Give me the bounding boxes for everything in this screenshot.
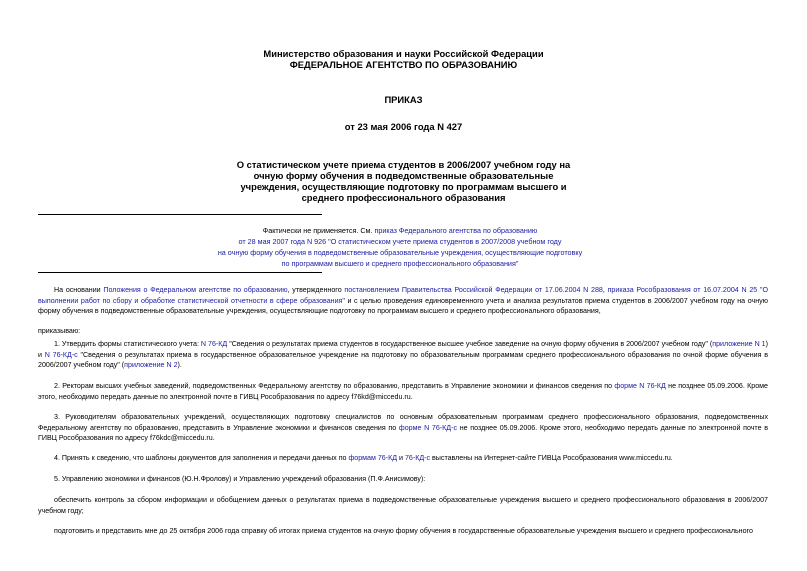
item-5a: обеспечить контроль за сбором информации и обобщением данных о результатах приема в подведомственные образовательные учреждения высшего и среднего профессионального образования в 2006/2007 учебном году; [38,496,768,515]
link-forms-76kds[interactable]: 76-КД-с [404,454,431,462]
link-form-76kd[interactable]: форме N 76-КД [614,382,666,390]
link-government-decree[interactable]: постановлением Правительства Российской Федерации от 17.06.2004 N 288 [344,286,603,294]
link-form-76kds[interactable]: форме N 76-КД-с [398,423,458,432]
link-order-25[interactable]: приказа Рособразования от 16.07.2004 N 25 "О выполнении работ по сбору и обработке статистической отчетности в сфере образования" [38,286,768,305]
item-text: 4. Принять к сведению, что шаблоны документов для заполнения и передачи данных по [54,454,349,462]
link-order-926[interactable]: приказ Федерального агентства по образованию [374,226,538,235]
doc-title-line: О статистическом учете приема студентов в 2006/2007 учебном году на [236,159,571,170]
doc-date-number: от 23 мая 2006 года N 427 [344,121,463,132]
link-form-76kds[interactable]: N 76-КД-с [44,350,78,359]
link-appendix-2[interactable]: приложение N 2 [124,361,178,370]
item-text: и [397,454,405,462]
item-text: выставлены на Интернет-сайте ГИВЦа Рособразования www.miccedu.ru. [430,454,673,462]
item-1 [38,339,768,371]
doc-type: ПРИКАЗ [384,94,423,105]
status-note-link-line[interactable]: на очную форму обучения в подведомственные образовательные учреждения, осуществляющие подготовку [217,248,583,257]
preamble-text: , утвержденного [287,286,345,294]
doc-title-line: среднего профессионального образования [301,192,506,203]
link-appendix-1[interactable]: приложение N 1 [712,340,766,348]
status-note-text: Фактически не применяется. См. [262,226,375,235]
doc-title-line: учреждения, осуществляющие подготовку по программам высшего и [240,181,567,192]
preamble-text: , [602,286,608,294]
ministry-name: Министерство образования и науки Российской Федерации [263,48,544,59]
status-note-link-text[interactable]: "О статистическом учете приема студентов в 2007/2008 учебном году [326,237,562,246]
agency-name: ФЕДЕРАЛЬНОЕ АГЕНТСТВО ПО ОБРАЗОВАНИЮ [289,59,518,70]
link-form-76kd[interactable]: N 76-КД [200,340,228,348]
preamble-text: и с целью проведения единовременного учета и анализа результатов приема студентов в 2006/2007 учебном году на очную форму обучения в подведомственные образовательные учреждения, осуществляющие подготовку по программам высшего и среднего профессионального образования, [38,296,768,316]
order-word: приказываю: [38,327,81,335]
preamble-text: На основании [54,286,104,294]
item-3 [38,412,768,444]
status-note-link-line[interactable]: по программам высшего и среднего профессионального образования" [281,259,519,268]
link-regulation[interactable]: Положения о Федеральном агентстве по образованию [103,286,288,294]
item-text: "Сведения о результатах приема студентов в государственное высшее учебное заведение на очную форму обучения в 2006/2007 учебном году" ( [227,340,713,348]
status-note-line [150,237,650,247]
link-order-926-date[interactable]: от 28 мая 2007 года N 926 [238,237,327,246]
item-text: "Сведения о результатах приема в государственное образовательное учреждение на подготовку по образовательным программам среднего профессионального образования по очной форме обучения в 2006/2007 учебном году" ( [38,350,768,370]
item-text: ) и [38,340,768,359]
divider-top [38,214,322,215]
item-text: 2. Ректорам высших учебных заведений, подведомственных Федеральному агентству по образованию, представить в Управление экономики и финансов сведения по [54,382,615,390]
item-5b: подготовить и представить мне до 25 октября 2006 года справку об итогах приема студентов на очную форму обучения в государственные образовательные учреждения высшего и среднего профессионального [54,527,753,535]
item-2 [38,381,768,402]
status-note-line [150,226,650,236]
item-text: ). [177,361,182,370]
item-text: 3. Руководителям образовательных учреждений, осуществляющих подготовку специалистов по основным образовательным программам среднего профессионального образования, подведомственных Федеральному агентству по образованию, представить в Управление экономики и финансов сведения по [38,413,768,432]
item-5: 5. Управлению экономики и финансов (Ю.Н.Фролову) и Управлению учреждений образования (П.Ф.Анисимову): [54,475,426,483]
item-text: не позднее 05.09.2006. Кроме этого, необходимо передать данные по электронной почте в ГИВЦ Рособразования по адресу f76kd@miccedu.ru. [38,382,768,401]
item-text: 1. Утвердить формы статистического учета: [54,340,201,348]
preamble-paragraph [38,285,768,317]
doc-title-line: очную форму обучения в подведомственные образовательные [253,170,554,181]
item-4 [38,453,768,464]
link-forms-76kd[interactable]: формам 76-КД [348,454,398,462]
divider-bottom [38,272,322,273]
item-text: не позднее 05.09.2006. Кроме этого, необходимо передать данные по электронной почте в ГИВЦ Рособразования по адресу f76kdc@miccedu.ru. [38,423,769,443]
